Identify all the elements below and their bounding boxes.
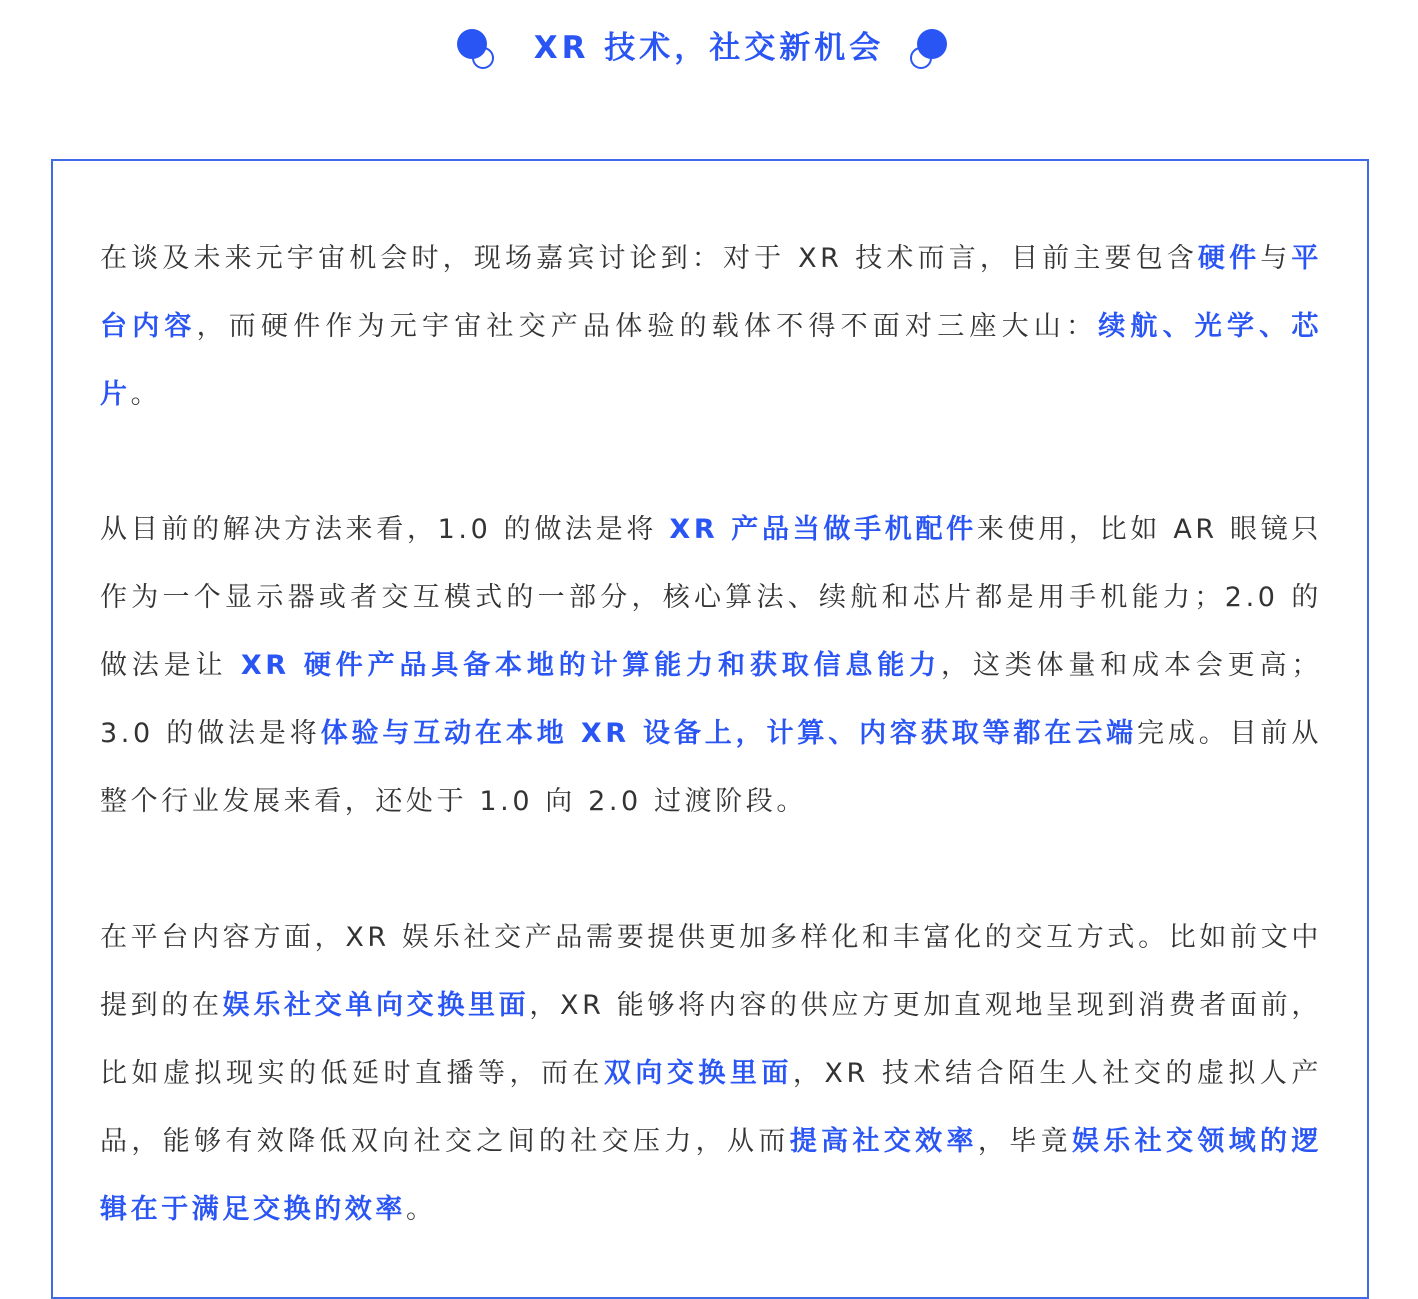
text-segment: ，而硬件作为元宇宙社交产品体验的载体不得不面对三座大山： [196, 311, 1099, 342]
text-segment: 。 [130, 379, 162, 410]
highlight-three-mountains: 续航、光学、芯片 [100, 311, 1322, 410]
text-segment: ，这类体量和成本会更高；3.0 的做法是将 [100, 650, 1322, 749]
text-segment: ，XR 技术结合陌生人社交的虚拟人产品，能够有效降低双向社交之间的社交压力，从而 [100, 1058, 1322, 1157]
text-segment: 在谈及未来元宇宙机会时，现场嘉宾讨论到：对于 XR 技术而言，目前主要包含 [100, 243, 1198, 274]
section-header [0, 0, 1418, 100]
highlight-social-efficiency: 提高社交效率 [789, 1126, 978, 1157]
highlight-platform-content: 平台内容 [100, 243, 1322, 342]
paragraph-solution-stages [100, 496, 1322, 836]
text-segment: 完成。目前从整个行业发展来看，还处于 1.0 向 2.0 过渡阶段。 [100, 718, 1323, 817]
page-title: XR 技术，社交新机会 [533, 30, 885, 66]
highlight-one-way-exchange: 娱乐社交单向交换里面 [222, 990, 530, 1021]
paragraph-platform-content [100, 904, 1322, 1244]
highlight-logic: 娱乐社交领域的逻辑在于满足交换的效率 [100, 1126, 1322, 1225]
paragraph-hardware-platform [100, 225, 1322, 429]
text-segment: 与 [1260, 243, 1292, 274]
highlight-stage-3: 体验与互动在本地 XR 设备上，计算、内容获取等都在云端 [320, 718, 1138, 749]
highlight-two-way-exchange: 双向交换里面 [603, 1058, 793, 1089]
content-box [51, 159, 1369, 1299]
text-segment: 来使用，比如 AR 眼镜只作为一个显示器或者交互模式的一部分，核心算法、续航和芯片都是用手机能力；2.0 的做法是让 [100, 514, 1323, 681]
bubble-decoration-right-icon [905, 26, 949, 72]
text-segment: 在平台内容方面，XR 娱乐社交产品需要提供更加多样化和丰富化的交互方式。比如前文中提到的在 [100, 922, 1322, 1021]
text-segment: ，毕竟 [977, 1126, 1072, 1157]
text-segment: ，XR 能够将内容的供应方更加直观地呈现到消费者面前，比如虚拟现实的低延时直播等，而在 [100, 990, 1322, 1089]
highlight-stage-1: XR 产品当做手机配件 [669, 514, 977, 545]
highlight-stage-2: XR 硬件产品具备本地的计算能力和获取信息能力 [240, 650, 941, 681]
highlight-hardware: 硬件 [1197, 243, 1261, 274]
text-segment: 从目前的解决方法来看，1.0 的做法是将 [100, 514, 670, 545]
text-segment: 。 [406, 1194, 437, 1225]
